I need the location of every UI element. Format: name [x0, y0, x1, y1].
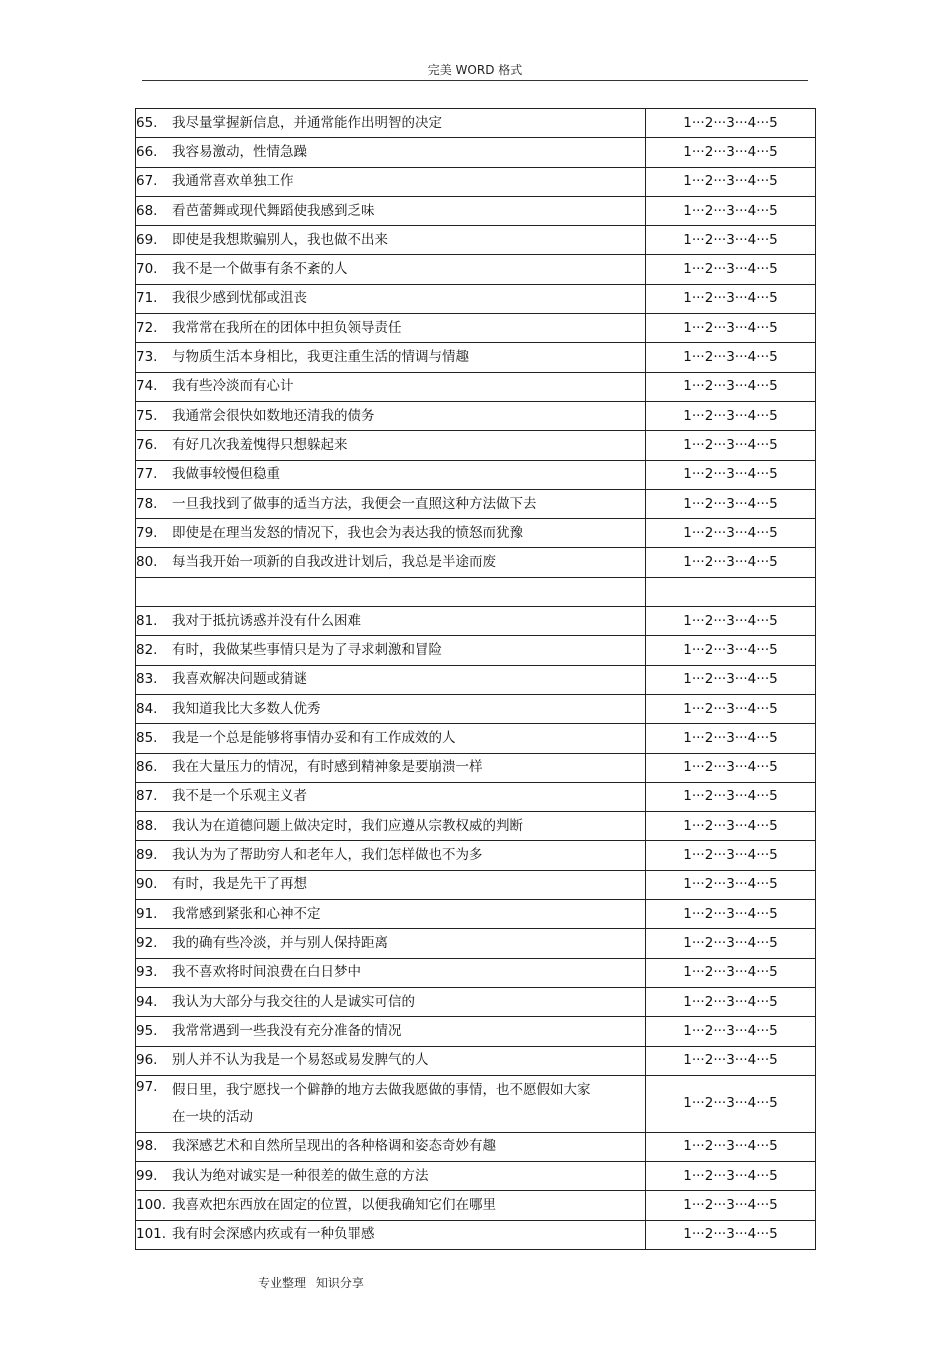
question-text: 我做事较慢但稳重 — [172, 466, 280, 483]
question-cell — [136, 577, 646, 606]
page-header: 完美 WORD 格式 — [427, 63, 523, 77]
rating-scale[interactable]: 1···2···3···4···5 — [646, 401, 816, 430]
question-cell — [136, 519, 646, 548]
rating-scale[interactable]: 1···2···3···4···5 — [646, 665, 816, 694]
question-number: 91. — [136, 905, 158, 922]
question-text: 别人并不认为我是一个易怒或易发脾气的人 — [172, 1052, 429, 1069]
rating-scale[interactable]: 1···2···3···4···5 — [646, 372, 816, 401]
question-cell — [136, 109, 646, 138]
table-row — [136, 226, 816, 255]
rating-scale[interactable]: 1···2···3···4···5 — [646, 167, 816, 196]
question-cell — [136, 196, 646, 225]
question-number: 74. — [136, 378, 158, 395]
question-number: 94. — [136, 993, 158, 1010]
table-row — [136, 1017, 816, 1046]
table-row — [136, 694, 816, 723]
table-row — [136, 987, 816, 1016]
rating-scale[interactable]: 1···2···3···4···5 — [646, 929, 816, 958]
question-text: 我的确有些冷淡，并与别人保持距离 — [172, 934, 388, 951]
table-row — [136, 167, 816, 196]
table-row — [136, 665, 816, 694]
question-cell — [136, 284, 646, 313]
question-cell — [136, 782, 646, 811]
question-number: 93. — [136, 964, 158, 981]
question-number: 71. — [136, 290, 158, 307]
question-cell — [136, 431, 646, 460]
question-number: 92. — [136, 934, 158, 951]
table-row — [136, 1075, 816, 1132]
question-text: 我喜欢解决问题或猜谜 — [172, 671, 307, 688]
rating-scale[interactable]: 1···2···3···4···5 — [646, 841, 816, 870]
table-row — [136, 870, 816, 899]
question-number: 75. — [136, 407, 158, 424]
question-number: 101. — [136, 1226, 167, 1243]
question-number: 69. — [136, 231, 158, 248]
question-number: 76. — [136, 436, 158, 453]
table-row — [136, 1046, 816, 1075]
question-number: 79. — [136, 524, 158, 541]
rating-scale[interactable]: 1···2···3···4···5 — [646, 1075, 816, 1132]
question-text: 我认为绝对诚实是一种很差的做生意的方法 — [172, 1167, 429, 1184]
table-row — [136, 1191, 816, 1220]
question-text: 我是一个总是能够将事情办妥和有工作成效的人 — [172, 729, 456, 746]
question-number: 84. — [136, 700, 158, 717]
question-text: 我容易激动，性情急躁 — [172, 143, 307, 160]
question-text: 我常常在我所在的团体中担负领导责任 — [172, 319, 402, 336]
question-text: 我深感艺术和自然所呈现出的各种格调和姿态奇妙有趣 — [172, 1138, 496, 1155]
rating-scale[interactable]: 1···2···3···4···5 — [646, 1191, 816, 1220]
question-text: 我不喜欢将时间浪费在白日梦中 — [172, 964, 361, 981]
question-cell — [136, 636, 646, 665]
rating-scale[interactable]: 1···2···3···4···5 — [646, 109, 816, 138]
question-text: 即使是我想欺骗别人，我也做不出来 — [172, 231, 388, 248]
question-cell — [136, 929, 646, 958]
rating-scale[interactable]: 1···2···3···4···5 — [646, 431, 816, 460]
question-cell — [136, 548, 646, 577]
question-cell — [136, 460, 646, 489]
question-number: 72. — [136, 319, 158, 336]
table-row — [136, 724, 816, 753]
rating-scale[interactable]: 1···2···3···4···5 — [646, 607, 816, 636]
table-row — [136, 753, 816, 782]
rating-scale[interactable]: 1···2···3···4···5 — [646, 314, 816, 343]
rating-scale[interactable]: 1···2···3···4···5 — [646, 284, 816, 313]
question-text: 我认为为了帮助穷人和老年人，我们怎样做也不为多 — [172, 847, 483, 864]
question-number: 99. — [136, 1167, 158, 1184]
rating-scale[interactable]: 1···2···3···4···5 — [646, 1132, 816, 1161]
question-text: 与物质生活本身相比，我更注重生活的情调与情趣 — [172, 349, 469, 366]
table-row — [136, 343, 816, 372]
rating-scale[interactable]: 1···2···3···4···5 — [646, 782, 816, 811]
question-text: 我有些冷淡而有心计 — [172, 378, 294, 395]
rating-scale[interactable]: 1···2···3···4···5 — [646, 1017, 816, 1046]
question-text: 即使是在理当发怒的情况下，我也会为表达我的愤怒而犹豫 — [172, 524, 523, 541]
question-cell — [136, 255, 646, 284]
rating-scale[interactable]: 1···2···3···4···5 — [646, 1162, 816, 1191]
question-number: 87. — [136, 788, 158, 805]
rating-scale[interactable]: 1···2···3···4···5 — [646, 196, 816, 225]
question-number: 70. — [136, 261, 158, 278]
table-row — [136, 109, 816, 138]
question-cell — [136, 167, 646, 196]
table-row — [136, 431, 816, 460]
question-cell — [136, 1162, 646, 1191]
question-cell — [136, 138, 646, 167]
rating-scale[interactable]: 1···2···3···4···5 — [646, 870, 816, 899]
table-row — [136, 372, 816, 401]
table-row — [136, 607, 816, 636]
question-cell — [136, 1075, 646, 1132]
questionnaire-table — [135, 108, 816, 1250]
question-number: 86. — [136, 759, 158, 776]
question-text: 我通常会很快如数地还清我的债务 — [172, 407, 375, 424]
table-row — [136, 1162, 816, 1191]
question-cell — [136, 372, 646, 401]
table-row — [136, 519, 816, 548]
question-number: 100. — [136, 1197, 167, 1214]
rating-scale[interactable]: 1···2···3···4···5 — [646, 138, 816, 167]
question-text: 每当我开始一项新的自我改进计划后，我总是半途而废 — [172, 554, 496, 571]
table-row — [136, 255, 816, 284]
question-cell — [136, 1191, 646, 1220]
rating-scale[interactable]: 1···2···3···4···5 — [646, 900, 816, 929]
question-text: 我不是一个做事有条不紊的人 — [172, 261, 348, 278]
question-text: 我通常喜欢单独工作 — [172, 173, 294, 190]
question-cell — [136, 900, 646, 929]
question-text: 有时，我做某些事情只是为了寻求刺激和冒险 — [172, 641, 442, 658]
rating-scale[interactable]: 1···2···3···4···5 — [646, 694, 816, 723]
table-row — [136, 138, 816, 167]
question-text: 我喜欢把东西放在固定的位置，以便我确知它们在哪里 — [172, 1197, 496, 1214]
question-text: 我认为在道德问题上做决定时，我们应遵从宗教权威的判断 — [172, 817, 523, 834]
rating-scale[interactable]: 1···2···3···4···5 — [646, 636, 816, 665]
question-cell — [136, 489, 646, 518]
rating-scale[interactable]: 1···2···3···4···5 — [646, 226, 816, 255]
question-cell — [136, 987, 646, 1016]
question-number: 81. — [136, 612, 158, 629]
rating-scale[interactable]: 1···2···3···4···5 — [646, 724, 816, 753]
table-row — [136, 1220, 816, 1249]
table-row — [136, 284, 816, 313]
rating-scale[interactable]: 1···2···3···4···5 — [646, 1046, 816, 1075]
question-number: 78. — [136, 495, 158, 512]
question-text: 我有时会深感内疚或有一种负罪感 — [172, 1226, 375, 1243]
question-text: 我常感到紧张和心神不定 — [172, 905, 321, 922]
question-number: 85. — [136, 729, 158, 746]
table-row — [136, 900, 816, 929]
question-cell — [136, 343, 646, 372]
question-number: 88. — [136, 817, 158, 834]
table-row — [136, 1132, 816, 1161]
question-number: 68. — [136, 202, 158, 219]
question-text: 有时，我是先干了再想 — [172, 876, 307, 893]
question-number: 89. — [136, 847, 158, 864]
question-cell — [136, 841, 646, 870]
question-text: 有好几次我羞愧得只想躲起来 — [172, 436, 348, 453]
question-cell — [136, 958, 646, 987]
question-cell — [136, 1046, 646, 1075]
question-number: 65. — [136, 114, 158, 131]
question-cell — [136, 314, 646, 343]
question-cell — [136, 694, 646, 723]
question-cell — [136, 401, 646, 430]
question-number: 97. — [136, 1078, 158, 1095]
table-row-blank — [136, 577, 816, 606]
question-number: 83. — [136, 671, 158, 688]
table-row — [136, 460, 816, 489]
table-row — [136, 401, 816, 430]
question-text: 假日里，我宁愿找一个僻静的地方去做我愿做的事情，也不愿假如大家在一块的活动 — [172, 1081, 591, 1125]
table-row — [136, 548, 816, 577]
table-row — [136, 489, 816, 518]
question-text: 我认为大部分与我交往的人是诚实可信的 — [172, 993, 415, 1010]
question-cell — [136, 1220, 646, 1249]
question-cell — [136, 812, 646, 841]
table-row — [136, 929, 816, 958]
page-footer: 专业整理 知识分享 — [258, 1276, 364, 1290]
rating-scale[interactable]: 1···2···3···4···5 — [646, 548, 816, 577]
rating-scale[interactable]: 1···2···3···4···5 — [646, 1220, 816, 1249]
question-number: 73. — [136, 349, 158, 366]
question-number: 96. — [136, 1052, 158, 1069]
question-text: 我尽量掌握新信息，并通常能作出明智的决定 — [172, 114, 442, 131]
question-number: 90. — [136, 876, 158, 893]
question-cell — [136, 665, 646, 694]
question-number: 77. — [136, 466, 158, 483]
question-text: 我对于抵抗诱惑并没有什么困难 — [172, 612, 361, 629]
header-divider — [142, 80, 808, 81]
question-number: 66. — [136, 143, 158, 160]
table-row — [136, 782, 816, 811]
rating-scale[interactable]: 1···2···3···4···5 — [646, 753, 816, 782]
question-text: 我常常遇到一些我没有充分准备的情况 — [172, 1022, 402, 1039]
question-number: 80. — [136, 554, 158, 571]
question-cell — [136, 1132, 646, 1161]
question-cell — [136, 870, 646, 899]
table-row — [136, 636, 816, 665]
table-row — [136, 812, 816, 841]
question-text: 一旦我找到了做事的适当方法，我便会一直照这种方法做下去 — [172, 495, 537, 512]
question-number: 98. — [136, 1138, 158, 1155]
question-cell — [136, 1017, 646, 1046]
table-row — [136, 196, 816, 225]
question-text: 看芭蕾舞或现代舞蹈使我感到乏味 — [172, 202, 375, 219]
question-text: 我不是一个乐观主义者 — [172, 788, 307, 805]
table-row — [136, 958, 816, 987]
question-cell — [136, 226, 646, 255]
table-row — [136, 314, 816, 343]
question-number: 82. — [136, 641, 158, 658]
table-row — [136, 841, 816, 870]
question-cell — [136, 753, 646, 782]
question-cell — [136, 607, 646, 636]
question-text: 我很少感到忧郁或沮丧 — [172, 290, 307, 307]
question-text: 我在大量压力的情况，有时感到精神象是要崩溃一样 — [172, 759, 483, 776]
question-text: 我知道我比大多数人优秀 — [172, 700, 321, 717]
rating-scale[interactable]: 1···2···3···4···5 — [646, 255, 816, 284]
rating-scale[interactable]: 1···2···3···4···5 — [646, 489, 816, 518]
rating-scale[interactable]: 1···2···3···4···5 — [646, 958, 816, 987]
rating-scale — [646, 577, 816, 606]
rating-scale[interactable]: 1···2···3···4···5 — [646, 987, 816, 1016]
question-number: 67. — [136, 173, 158, 190]
rating-scale[interactable]: 1···2···3···4···5 — [646, 343, 816, 372]
rating-scale[interactable]: 1···2···3···4···5 — [646, 519, 816, 548]
rating-scale[interactable]: 1···2···3···4···5 — [646, 812, 816, 841]
question-cell — [136, 724, 646, 753]
question-number: 95. — [136, 1022, 158, 1039]
rating-scale[interactable]: 1···2···3···4···5 — [646, 460, 816, 489]
